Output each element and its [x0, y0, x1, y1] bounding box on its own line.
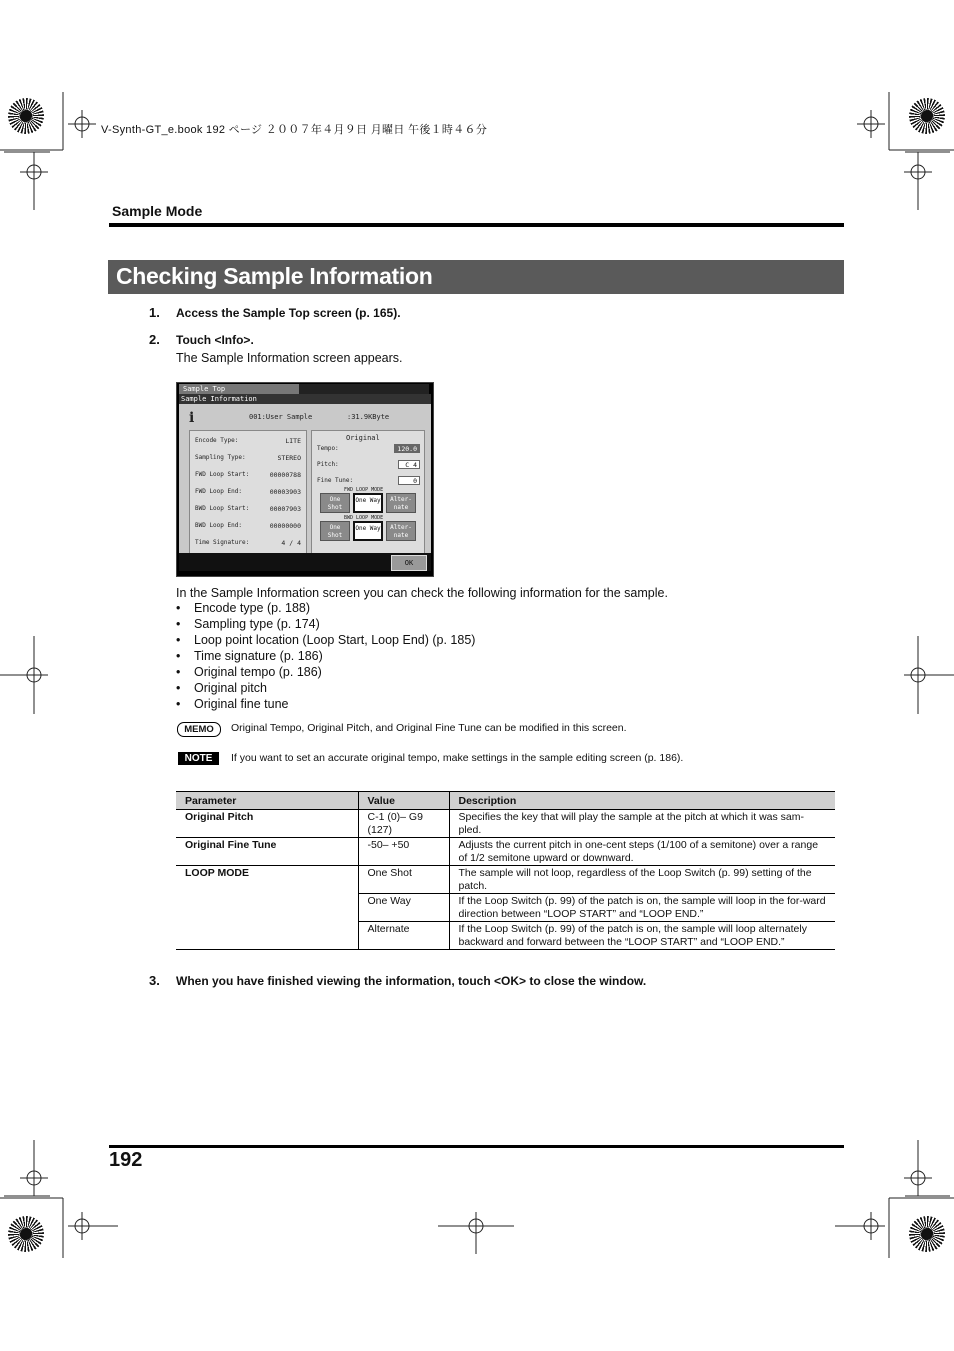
lcd-original-header: Original — [346, 434, 380, 442]
table-row — [176, 810, 835, 838]
lcd-row-label: FWD Loop Start: — [195, 471, 250, 478]
lcd-sample-name: 001:User Sample — [249, 413, 313, 421]
table-cell-description: If the Loop Switch (p. 99) of the patch is on, the sample will loop alternately backward and forward between the “LOOP START” and “LOOP END.” — [449, 922, 835, 950]
bwd-one-shot-button[interactable]: One Shot — [320, 521, 350, 541]
lcd-original-panel — [311, 430, 425, 560]
step-text-3: When you have finished viewing the information, touch <OK> to close the window. — [176, 974, 647, 988]
memo-text: Original Tempo, Original Pitch, and Original Fine Tune can be modified in this screen. — [231, 722, 627, 734]
table-cell-parameter: Original Fine Tune — [176, 838, 358, 866]
step-number-2: 2. — [149, 332, 160, 347]
step-2-result: The Sample Information screen appears. — [176, 351, 403, 365]
fwd-one-shot-button[interactable]: One Shot — [320, 493, 350, 513]
fwd-alternate-button[interactable]: Alter-nate — [386, 493, 416, 513]
table-row — [176, 866, 835, 894]
book-slug: V-Synth-GT_e.book 192 ページ ２００７年４月９日 月曜日 午後１時４６分 — [101, 124, 488, 136]
step-text-2: Touch <Info>. — [176, 333, 254, 347]
lcd-info-panel — [189, 430, 307, 560]
page-number: 192 — [109, 1149, 143, 1171]
table-cell-description: If the Loop Switch (p. 99) of the patch is on, the sample will loop in the for-ward direction between “LOOP START” and “LOOP END.” — [449, 894, 835, 922]
lcd-fwd-loop-mode-label: FWD LOOP MODE — [344, 487, 384, 493]
list-item: • Original pitch — [176, 680, 475, 696]
lcd-sample-size: :31.9KByte — [347, 413, 390, 421]
fwd-one-way-button[interactable]: One Way — [353, 493, 383, 513]
table-cell-description: The sample will not loop, regardless of the Loop Switch (p. 99) setting of the patch. — [449, 866, 835, 894]
lcd-tempo-label: Tempo: — [317, 445, 339, 452]
table-row — [176, 838, 835, 866]
step-number-1: 1. — [149, 305, 160, 320]
lcd-row-label: FWD Loop End: — [195, 488, 242, 495]
note-text: If you want to set an accurate original tempo, make settings in the sample editing screen (p. 186). — [231, 752, 684, 764]
lcd-row-value: 00000000 — [269, 522, 301, 530]
lcd-row-label: BWD Loop End: — [195, 522, 242, 529]
list-item: • Original tempo (p. 186) — [176, 664, 475, 680]
list-item: • Encode type (p. 188) — [176, 600, 475, 616]
lcd-bottom-bar — [179, 553, 431, 571]
lcd-bwd-loop-mode-label: BWD LOOP MODE — [344, 515, 384, 521]
list-item: • Time signature (p. 186) — [176, 648, 475, 664]
lcd-window-title: Sample Information — [179, 394, 431, 404]
bwd-one-way-button[interactable]: One Way — [353, 521, 383, 541]
lcd-row-value: STEREO — [277, 454, 301, 462]
memo-tag: MEMO — [177, 722, 221, 737]
page-title: Checking Sample Information — [116, 263, 433, 289]
column-header-parameter: Parameter — [176, 792, 358, 810]
sample-information-screen — [176, 382, 434, 577]
list-item: • Loop point location (Loop Start, Loop End) (p. 185) — [176, 632, 475, 648]
table-cell-value: One Shot — [358, 866, 449, 894]
lcd-row-label: Encode Type: — [195, 437, 239, 444]
table-cell-value: One Way — [358, 894, 449, 922]
lcd-row-value: 00000788 — [269, 471, 301, 479]
lcd-row-value: 4 / 4 — [281, 539, 301, 547]
intro-paragraph: In the Sample Information screen you can check the following information for the sample. — [176, 586, 668, 600]
step-number-3: 3. — [149, 973, 160, 988]
header-rule — [109, 223, 844, 227]
lcd-row-value: 00007903 — [269, 505, 301, 513]
lcd-row-label: Time Signature: — [195, 539, 250, 546]
lcd-tab-sample-top[interactable]: Sample Top — [179, 384, 303, 394]
table-cell-value: C-1 (0)– G9 (127) — [358, 810, 449, 838]
table-cell-parameter: LOOP MODE — [176, 866, 358, 950]
bwd-alternate-button[interactable]: Alter-nate — [386, 521, 416, 541]
table-header-row — [176, 792, 835, 810]
list-item: • Original fine tune — [176, 696, 475, 712]
step-text-1: Access the Sample Top screen (p. 165). — [176, 306, 401, 320]
ok-button[interactable]: OK — [391, 555, 427, 571]
footer-rule — [109, 1145, 844, 1148]
lcd-fine-tune-label: Fine Tune: — [317, 477, 354, 484]
list-item: • Sampling type (p. 174) — [176, 616, 475, 632]
lcd-row-value: LITE — [285, 437, 301, 445]
table-cell-value: Alternate — [358, 922, 449, 950]
info-icon: i — [189, 410, 195, 426]
tempo-field[interactable]: 120.0 — [394, 444, 420, 453]
lcd-row-label: Sampling Type: — [195, 454, 246, 461]
column-header-value: Value — [358, 792, 449, 810]
table-cell-description: Specifies the key that will play the sample at the pitch at which it was sam-pled. — [449, 810, 835, 838]
fine-tune-field[interactable]: 0 — [398, 476, 420, 485]
pitch-field[interactable]: C 4 — [398, 460, 420, 469]
lcd-window — [179, 394, 431, 570]
column-header-description: Description — [449, 792, 835, 810]
lcd-pitch-label: Pitch: — [317, 461, 339, 468]
lcd-tab-strip — [299, 384, 429, 394]
section-label: Sample Mode — [112, 203, 203, 219]
lcd-row-label: BWD Loop Start: — [195, 505, 250, 512]
table-cell-description: Adjusts the current pitch in one-cent steps (1/100 of a semitone) over a range of 1/2 semitone upward or downward. — [449, 838, 835, 866]
note-tag: NOTE — [178, 752, 219, 765]
lcd-row-value: 00003903 — [269, 488, 301, 496]
table-cell-value: -50– +50 — [358, 838, 449, 866]
table-cell-parameter: Original Pitch — [176, 810, 358, 838]
parameter-table — [176, 791, 835, 950]
info-list — [176, 600, 475, 712]
